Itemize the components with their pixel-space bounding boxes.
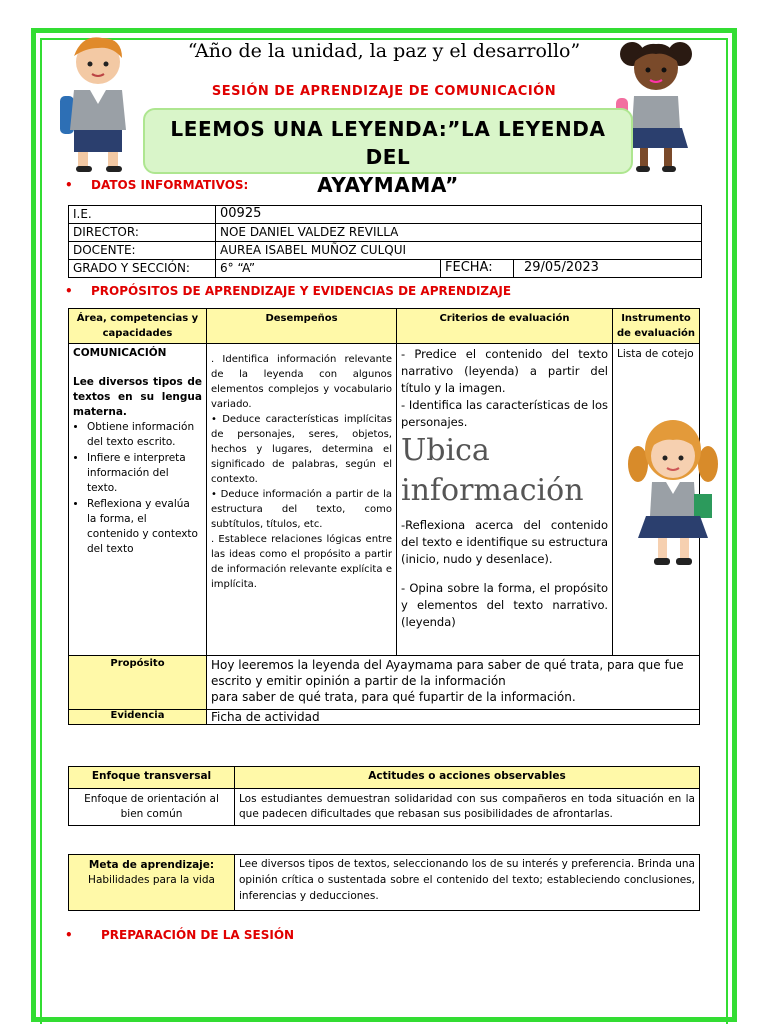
table-row: [69, 710, 700, 725]
list-item: • Deduce información a partir de la estructura del texto, como subtítulos, títulos, etc.: [211, 489, 392, 530]
list-item: - Opina sobre la forma, el propósito y elementos del texto narrativo. (leyenda): [401, 581, 608, 629]
table-row: [69, 789, 700, 826]
bullet-icon: •: [65, 178, 73, 192]
info-value: 6° “A”: [216, 260, 441, 278]
meta-text: Lee diversos tipos de textos, seleccionando los de su interés y preferencia. Brinda una opinión crítica o sustentada sobre el contenido del texto; estableciendo conclusiones, inferencias y deducciones.: [235, 855, 700, 911]
lesson-title-line2: AYAYMAMA”: [317, 173, 459, 197]
meta-sub: Habilidades para la vida: [88, 874, 215, 886]
list-item: • Infiere e interpreta información del texto.: [87, 451, 202, 496]
table-row: [69, 242, 702, 260]
list-item: • Reflexiona y evalúa la forma, el contenido y contexto del texto: [87, 497, 202, 557]
table-row: [69, 206, 702, 224]
info-label: DOCENTE:: [69, 242, 216, 260]
purposes-table: [68, 308, 700, 725]
list-item: - Identifica las características de los personajes.: [401, 398, 608, 429]
actitudes-cell: Los estudiantes demuestran solidaridad con sus compañeros en toda situación en la que padecen dificultades que rebasan sus posibilidades de afrontarlas.: [235, 789, 700, 826]
girl-illustration-side: [624, 412, 722, 572]
section-preparacion: [65, 928, 295, 942]
capacidades-list: [73, 420, 202, 557]
evidencia-text: Ficha de actividad: [207, 710, 700, 725]
info-label: DIRECTOR:: [69, 224, 216, 242]
info-label: I.E.: [69, 206, 216, 224]
column-header: Criterios de evaluación: [397, 309, 613, 344]
criterio-big-text: Ubica información: [401, 433, 584, 508]
session-title: SESIÓN DE APRENDIZAJE DE COMUNICACIÓN: [211, 84, 557, 99]
meta-table: [68, 854, 700, 911]
table-row: [69, 656, 700, 710]
section-propositos: [65, 284, 512, 298]
info-value: AUREA ISABEL MUÑOZ CULQUI: [216, 242, 702, 260]
table-row: [69, 344, 700, 656]
area-title: COMUNICACIÓN: [73, 347, 167, 359]
lesson-title-line1: LEEMOS UNA LEYENDA:”LA LEYENDA DEL: [170, 117, 606, 169]
bullet-icon: •: [65, 284, 73, 298]
info-value: 29/05/2023: [514, 260, 702, 278]
list-item: -Reflexiona acerca del contenido del texto e identifique su estructura (inicio, nudo y desenlace).: [401, 518, 608, 566]
info-label: GRADO Y SECCIÓN:: [69, 260, 216, 278]
enfoque-table: [68, 766, 700, 826]
table-row: [69, 260, 702, 278]
competencia-text: Lee diversos tipos de textos en su lengua materna.: [73, 376, 202, 418]
column-header: Actitudes o acciones observables: [235, 767, 700, 789]
meta-label: Meta de aprendizaje:: [88, 859, 215, 871]
enfoque-cell: Enfoque de orientación al bien común: [69, 789, 235, 826]
info-table: [68, 205, 702, 278]
table-header-row: [69, 309, 700, 344]
column-header: Enfoque transversal: [69, 767, 235, 789]
list-item: . Establece relaciones lógicas entre las ideas como el propósito a partir de información relevante explícita e implícita.: [211, 534, 392, 590]
info-value: NOE DANIEL VALDEZ REVILLA: [216, 224, 702, 242]
list-item: . Identifica información relevante de la leyenda con algunos elementos complejos y vocabulario variado.: [211, 354, 392, 410]
proposito-text: Hoy leeremos la leyenda del Ayaymama para saber de qué trata, para que fue escrito y emitir opinión a partir de la información: [211, 658, 684, 688]
evidencia-label: Evidencia: [69, 710, 207, 725]
table-row: [69, 224, 702, 242]
section-propositos-label: PROPÓSITOS DE APRENDIZAJE Y EVIDENCIAS DE APRENDIZAJE: [91, 284, 512, 298]
area-cell: [69, 344, 207, 656]
table-row: [69, 855, 700, 911]
section-datos-label: DATOS INFORMATIVOS:: [91, 178, 249, 192]
list-item: - Predice el contenido del texto narrativo (leyenda) a partir del título y la imagen.: [401, 347, 608, 395]
bullet-icon: •: [65, 928, 73, 942]
desempenos-cell: [207, 344, 397, 656]
section-datos: [65, 178, 249, 192]
proposito-text-cell: [207, 656, 700, 710]
proposito-text-2: para saber de qué trata, para qué fupartir de la información.: [211, 690, 576, 704]
info-label: FECHA:: [441, 260, 514, 278]
column-header: Área, competencias y capacidades: [69, 309, 207, 344]
section-preparacion-label: PREPARACIÓN DE LA SESIÓN: [101, 928, 295, 942]
list-item: • Obtiene información del texto escrito.: [87, 420, 202, 450]
proposito-label: Propósito: [69, 656, 207, 710]
instrumento-text: Lista de cotejo: [617, 348, 694, 360]
meta-label-cell: [69, 855, 235, 911]
table-header-row: [69, 767, 700, 789]
column-header: Desempeños: [207, 309, 397, 344]
list-item: • Deduce características implícitas de personajes, seres, objetos, hechos y lugares, determina el significado de palabras, según el contexto.: [211, 414, 392, 485]
column-header: Instrumento de evaluación: [613, 309, 700, 344]
year-motto: “Año de la unidad, la paz y el desarrollo”: [187, 40, 581, 62]
criterios-cell: [397, 344, 613, 656]
info-value: 00925: [216, 206, 702, 224]
